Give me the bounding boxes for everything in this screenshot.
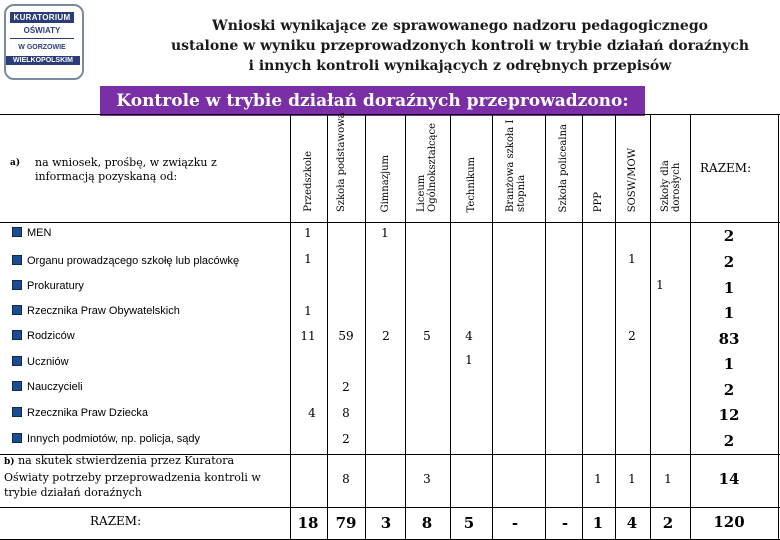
table-cell: 1 <box>304 252 312 266</box>
grid-line <box>0 222 780 223</box>
summary-label: RAZEM: <box>90 514 142 528</box>
summary-cell: - <box>511 514 519 532</box>
grid-line <box>0 507 780 508</box>
table-cell: 1 <box>594 472 602 486</box>
column-header-branzowa: Branżowa szkoła I stopnia <box>505 119 527 212</box>
logo-line-4: WIELKOPOLSKIM <box>6 56 80 65</box>
summary-cell: 8 <box>421 514 433 532</box>
logo-line-1: KURATORIUM <box>10 12 74 23</box>
table-cell: 2 <box>342 380 350 394</box>
table-cell: 2 <box>382 329 390 343</box>
column-header-szkoly-dla-doroslych: Szkoły dla dorosłych <box>660 160 682 212</box>
logo-line-2: OŚWIATY <box>23 26 61 35</box>
summary-cell: 18 <box>297 514 319 532</box>
table-cell: 1 <box>465 353 473 367</box>
section-b-line-1-text: na skutek stwierdzenia przez Kuratora <box>18 454 235 467</box>
summary-cell: 3 <box>380 514 392 532</box>
grand-total: 120 <box>713 513 745 531</box>
grid-line <box>492 114 493 540</box>
table-cell: 1 <box>628 252 636 266</box>
table-cell: 11 <box>300 329 316 343</box>
logo-rule <box>10 38 74 39</box>
row-label-text: Prokuratury <box>27 280 84 292</box>
column-header-ppp: PPP <box>593 191 604 212</box>
row-label-men <box>12 226 51 240</box>
table-cell: 4 <box>308 406 316 420</box>
grid-line <box>690 114 691 540</box>
table-cell: 59 <box>338 329 354 343</box>
table-cell: 1 <box>304 226 312 240</box>
bullet-icon <box>12 280 22 290</box>
section-a-text: na wniosek, prośbę, w związku z informacją pozyskaną od: <box>35 156 217 183</box>
bullet-icon <box>12 407 22 417</box>
bullet-icon <box>12 356 22 366</box>
table-cell: 1 <box>656 278 664 292</box>
title-line-3: i innych kontroli wynikających z odrębnych przepisów <box>248 58 672 74</box>
column-header-technikum: Technikum <box>466 156 477 212</box>
grid-line <box>0 114 780 115</box>
column-header-razem: RAZEM: <box>700 161 752 175</box>
summary-cell: 5 <box>463 514 475 532</box>
grid-line <box>450 114 451 540</box>
bullet-icon <box>12 255 22 265</box>
row-label-text: Rzecznika Praw Obywatelskich <box>27 305 180 317</box>
row-label-text: MEN <box>27 227 52 239</box>
kuratorium-logo <box>2 2 86 82</box>
table-cell: 1 <box>381 226 389 240</box>
bullet-icon <box>12 330 22 340</box>
row-total: 14 <box>718 470 740 488</box>
summary-cell: 1 <box>592 514 604 532</box>
row-label-text: Uczniów <box>27 356 69 368</box>
title-line-1: Wnioski wynikające ze sprawowanego nadzoru pedagogicznego <box>212 18 708 34</box>
table-cell: 5 <box>423 329 431 343</box>
row-label-text: Organu prowadzącego szkołę lub placówkę <box>27 255 240 267</box>
row-label-rodzicow <box>12 329 75 343</box>
table-cell: 1 <box>664 472 672 486</box>
row-total: 1 <box>723 279 735 297</box>
row-label-rpd <box>12 406 148 420</box>
section-b-line-2: Oświaty potrzeby przeprowadzenia kontroli w <box>4 471 261 484</box>
column-header-policealna: Szkoła policealna <box>558 123 569 212</box>
summary-cell: 2 <box>662 514 674 532</box>
summary-cell: - <box>561 514 569 532</box>
bullet-icon <box>12 433 22 443</box>
summary-cell: 79 <box>335 514 357 532</box>
column-header-szkola-podstawowa: Szkoła podstawowa <box>336 112 347 212</box>
grid-line <box>545 114 546 540</box>
section-b-marker: b) <box>4 457 15 467</box>
section-banner: Kontrole w trybie działań doraźnych przeprowadzono: <box>100 86 645 116</box>
row-label-section-b <box>4 453 294 500</box>
grid-line <box>405 114 406 540</box>
row-label-text: Rzecznika Praw Dziecka <box>27 407 149 419</box>
bullet-icon <box>12 381 22 391</box>
row-total: 1 <box>723 304 735 322</box>
table-cell: 3 <box>423 472 431 486</box>
row-label-uczniow <box>12 355 69 369</box>
row-total: 2 <box>723 432 735 450</box>
table-cell: 2 <box>342 432 350 446</box>
row-label-organ <box>12 254 239 268</box>
section-b-line-3: trybie działań doraźnych <box>4 486 142 499</box>
logo-line-3: W GORZOWIE <box>18 44 66 51</box>
row-total: 2 <box>723 381 735 399</box>
bullet-icon <box>12 227 22 237</box>
row-label-nauczycieli <box>12 380 83 394</box>
column-header-gimnazjum: Gimnazjum <box>380 154 391 212</box>
column-header-przedszkole: Przedszkole <box>303 151 314 212</box>
row-label-inne <box>12 432 200 446</box>
row-label-rpo <box>12 304 180 318</box>
controls-table <box>0 114 780 540</box>
section-b-line-1 <box>4 453 294 470</box>
table-cell: 1 <box>304 304 312 318</box>
page-title <box>150 16 770 76</box>
column-header-sosw-mow: SOSW/MOW <box>627 147 638 212</box>
table-cell: 8 <box>342 406 350 420</box>
row-total: 1 <box>723 355 735 373</box>
row-total: 12 <box>718 406 740 424</box>
section-a-marker: a) <box>10 158 21 168</box>
grid-line <box>778 114 779 540</box>
bullet-icon <box>12 305 22 315</box>
row-label-text: Innych podmiotów, np. policja, sądy <box>27 433 201 445</box>
row-label-text: Rodziców <box>27 330 75 342</box>
table-cell: 8 <box>342 472 350 486</box>
table-cell: 2 <box>628 329 636 343</box>
row-label-text: Nauczycieli <box>27 381 83 393</box>
table-cell: 4 <box>465 329 473 343</box>
row-label-prokuratury <box>12 279 84 293</box>
title-line-2: ustalone w wyniku przeprowadzonych kontroli w trybie działań doraźnych <box>170 38 750 54</box>
row-total: 2 <box>723 227 735 245</box>
row-total: 83 <box>718 330 740 348</box>
table-cell: 1 <box>628 472 636 486</box>
column-header-liceum: Liceum Ogólnokształcące <box>416 122 438 212</box>
summary-cell: 4 <box>626 514 638 532</box>
row-total: 2 <box>723 253 735 271</box>
